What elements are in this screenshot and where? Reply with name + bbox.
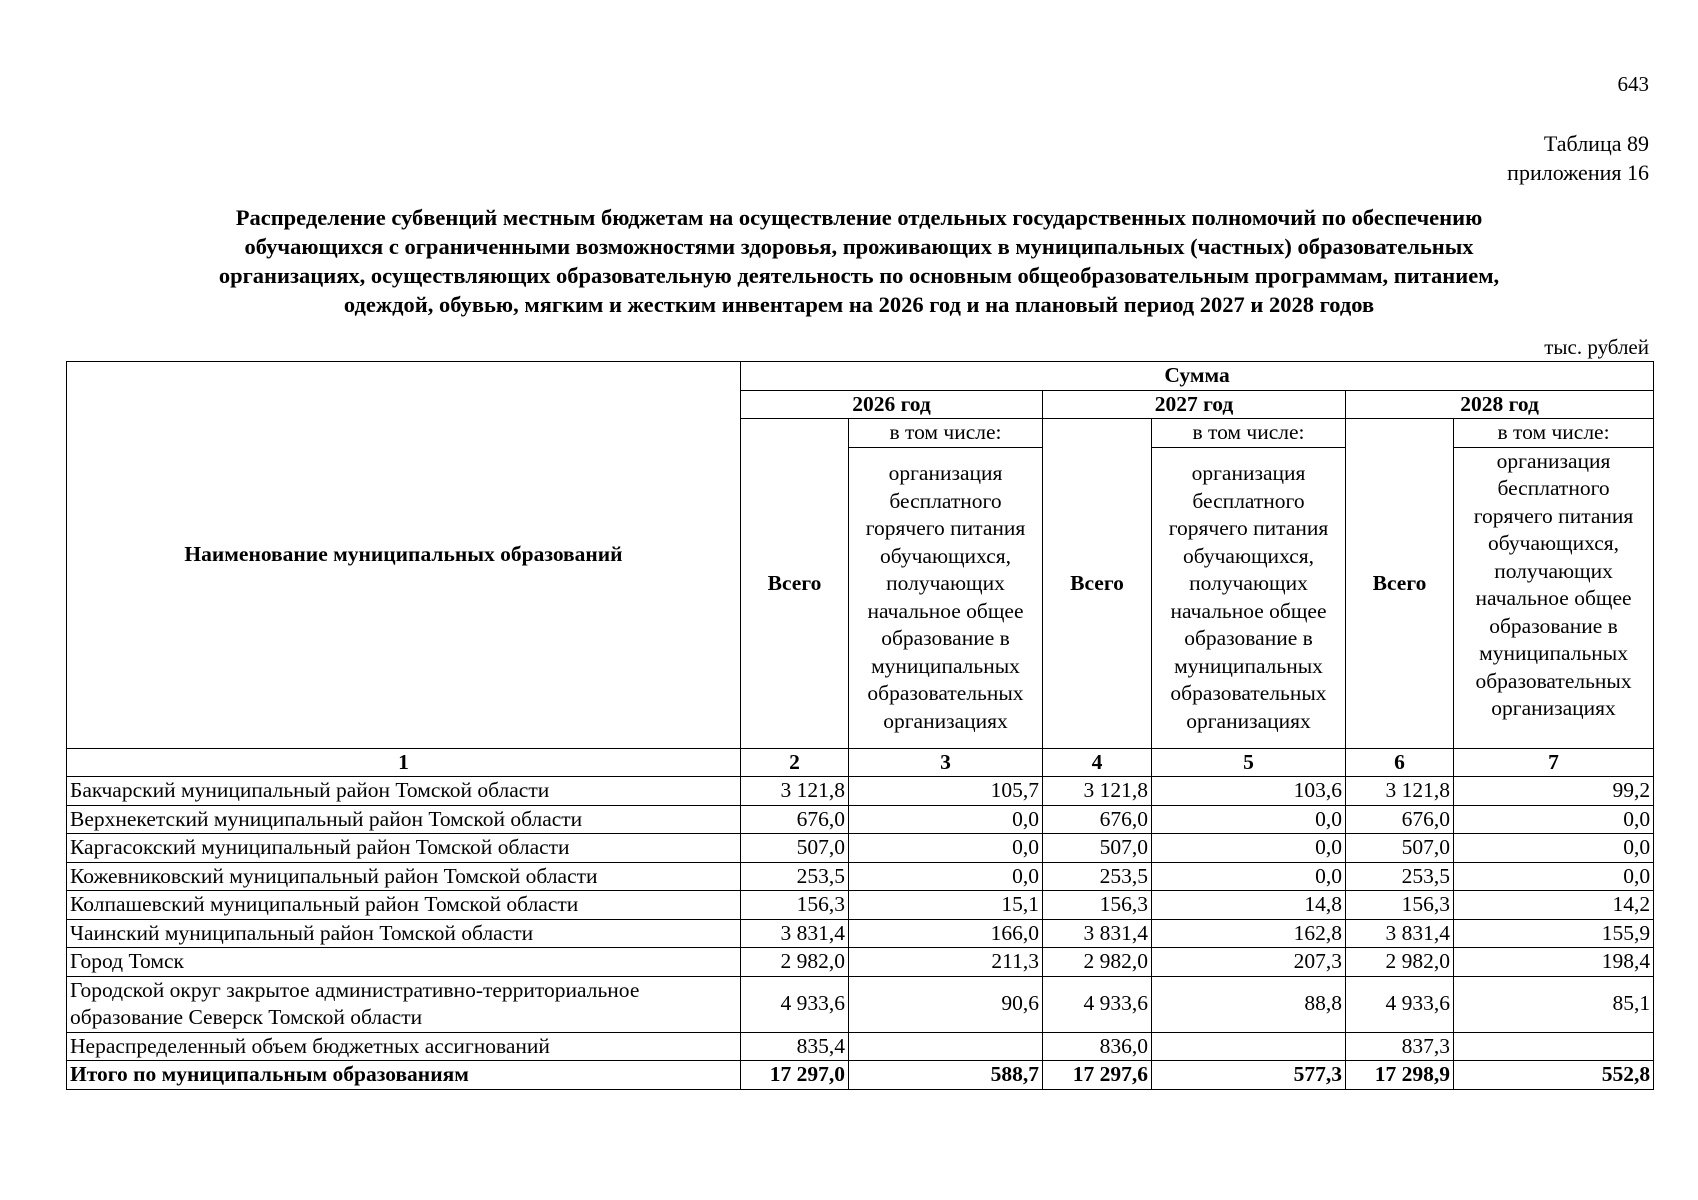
value-cell: 2 982,0 xyxy=(1043,948,1152,977)
header-sum: Сумма xyxy=(741,362,1654,391)
value-cell xyxy=(1454,1032,1654,1061)
value-cell: 0,0 xyxy=(849,862,1043,891)
value-cell: 253,5 xyxy=(741,862,849,891)
table-row xyxy=(67,805,1654,834)
value-cell: 3 831,4 xyxy=(1346,919,1454,948)
page-number: 643 xyxy=(1617,72,1649,96)
table-reference xyxy=(1507,129,1649,187)
total-value-cell: 17 298,9 xyxy=(1346,1061,1454,1090)
total-row xyxy=(67,1061,1654,1090)
value-cell: 3 121,8 xyxy=(1346,777,1454,806)
value-cell: 2 982,0 xyxy=(741,948,849,977)
value-cell: 0,0 xyxy=(1454,862,1654,891)
table-row xyxy=(67,1032,1654,1061)
column-number: 5 xyxy=(1152,748,1346,777)
value-cell: 162,8 xyxy=(1152,919,1346,948)
header-meals-description-2026: организация бесплатного горячего питания обучающихся, получающих начальное общее образование в муниципальных образовательных организациях xyxy=(849,447,1043,748)
municipality-name: Колпашевский муниципальный район Томской области xyxy=(67,891,741,920)
value-cell: 507,0 xyxy=(741,834,849,863)
value-cell: 676,0 xyxy=(1346,805,1454,834)
value-cell: 3 121,8 xyxy=(1043,777,1152,806)
value-cell: 207,3 xyxy=(1152,948,1346,977)
municipality-name: Каргасокский муниципальный район Томской области xyxy=(67,834,741,863)
value-cell: 156,3 xyxy=(741,891,849,920)
header-including-2027: в том числе: xyxy=(1152,419,1346,448)
value-cell: 507,0 xyxy=(1346,834,1454,863)
header-including-2028: в том числе: xyxy=(1454,419,1654,448)
column-number: 6 xyxy=(1346,748,1454,777)
table-row xyxy=(67,976,1654,1032)
value-cell: 253,5 xyxy=(1043,862,1152,891)
value-cell: 2 982,0 xyxy=(1346,948,1454,977)
value-cell: 0,0 xyxy=(849,834,1043,863)
table-row xyxy=(67,891,1654,920)
table-row xyxy=(67,834,1654,863)
value-cell: 156,3 xyxy=(1346,891,1454,920)
total-row-label: Итого по муниципальным образованиям xyxy=(67,1061,741,1090)
document-title xyxy=(66,203,1652,319)
total-value-cell: 577,3 xyxy=(1152,1061,1346,1090)
value-cell: 90,6 xyxy=(849,976,1043,1032)
table-row xyxy=(67,948,1654,977)
subventions-table xyxy=(66,361,1654,1090)
header-municipality-name: Наименование муниципальных образований xyxy=(67,362,741,749)
header-year-2027: 2027 год xyxy=(1043,390,1346,419)
value-cell: 4 933,6 xyxy=(1043,976,1152,1032)
value-cell: 253,5 xyxy=(1346,862,1454,891)
value-cell: 676,0 xyxy=(741,805,849,834)
value-cell: 0,0 xyxy=(1152,805,1346,834)
units-label: тыс. рублей xyxy=(1544,335,1649,359)
municipality-name: Город Томск xyxy=(67,948,741,977)
value-cell: 88,8 xyxy=(1152,976,1346,1032)
header-meals-description-2028: организация бесплатного горячего питания обучающихся, получающих начальное общее образование в муниципальных образовательных организациях xyxy=(1454,447,1654,748)
value-cell: 85,1 xyxy=(1454,976,1654,1032)
value-cell: 156,3 xyxy=(1043,891,1152,920)
value-cell: 676,0 xyxy=(1043,805,1152,834)
table-row xyxy=(67,862,1654,891)
column-number: 3 xyxy=(849,748,1043,777)
value-cell: 835,4 xyxy=(741,1032,849,1061)
municipality-name: Городской округ закрытое административно-территориальное образование Северск Томской области xyxy=(67,976,741,1032)
header-total-2028: Всего xyxy=(1346,419,1454,749)
column-number: 1 xyxy=(67,748,741,777)
header-year-2026: 2026 год xyxy=(741,390,1043,419)
total-value-cell: 588,7 xyxy=(849,1061,1043,1090)
document-title-line-3: организациях, осуществляющих образовательную деятельность по основным общеобразовательным программам, питанием, xyxy=(218,263,1500,288)
header-row-column-numbers xyxy=(67,748,1654,777)
value-cell: 15,1 xyxy=(849,891,1043,920)
value-cell: 105,7 xyxy=(849,777,1043,806)
table-reference-line-2: приложения 16 xyxy=(1507,160,1649,185)
value-cell: 4 933,6 xyxy=(741,976,849,1032)
column-number: 7 xyxy=(1454,748,1654,777)
table-row xyxy=(67,919,1654,948)
value-cell xyxy=(849,1032,1043,1061)
value-cell: 0,0 xyxy=(849,805,1043,834)
value-cell: 3 831,4 xyxy=(1043,919,1152,948)
header-total-2026: Всего xyxy=(741,419,849,749)
value-cell: 3 831,4 xyxy=(741,919,849,948)
header-including-2026: в том числе: xyxy=(849,419,1043,448)
document-title-line-4: одеждой, обувью, мягким и жестким инвентарем на 2026 год и на плановый период 2027 и 2028 годов xyxy=(343,292,1375,317)
document-title-line-1: Распределение субвенций местным бюджетам на осуществление отдельных государственных полномочий по обеспечению xyxy=(235,205,1483,230)
municipality-name: Нераспределенный объем бюджетных ассигнований xyxy=(67,1032,741,1061)
document-title-line-2: обучающихся с ограниченными возможностями здоровья, проживающих в муниципальных (частных) образовательных xyxy=(244,234,1474,259)
municipality-name: Верхнекетский муниципальный район Томской области xyxy=(67,805,741,834)
column-number: 2 xyxy=(741,748,849,777)
municipality-name: Чаинский муниципальный район Томской области xyxy=(67,919,741,948)
value-cell: 507,0 xyxy=(1043,834,1152,863)
value-cell: 166,0 xyxy=(849,919,1043,948)
value-cell: 0,0 xyxy=(1152,834,1346,863)
value-cell: 99,2 xyxy=(1454,777,1654,806)
value-cell: 198,4 xyxy=(1454,948,1654,977)
value-cell: 4 933,6 xyxy=(1346,976,1454,1032)
header-year-2028: 2028 год xyxy=(1346,390,1654,419)
header-row-sum xyxy=(67,362,1654,391)
column-number: 4 xyxy=(1043,748,1152,777)
value-cell: 3 121,8 xyxy=(741,777,849,806)
value-cell: 211,3 xyxy=(849,948,1043,977)
value-cell: 836,0 xyxy=(1043,1032,1152,1061)
table-reference-line-1: Таблица 89 xyxy=(1543,131,1649,156)
value-cell: 837,3 xyxy=(1346,1032,1454,1061)
value-cell: 103,6 xyxy=(1152,777,1346,806)
value-cell: 14,8 xyxy=(1152,891,1346,920)
value-cell: 155,9 xyxy=(1454,919,1654,948)
value-cell: 0,0 xyxy=(1152,862,1346,891)
total-value-cell: 17 297,6 xyxy=(1043,1061,1152,1090)
municipality-name: Кожевниковский муниципальный район Томской области xyxy=(67,862,741,891)
value-cell: 0,0 xyxy=(1454,834,1654,863)
header-total-2027: Всего xyxy=(1043,419,1152,749)
municipality-name: Бакчарский муниципальный район Томской области xyxy=(67,777,741,806)
total-value-cell: 552,8 xyxy=(1454,1061,1654,1090)
table-row xyxy=(67,777,1654,806)
value-cell xyxy=(1152,1032,1346,1061)
header-meals-description-2027: организация бесплатного горячего питания обучающихся, получающих начальное общее образование в муниципальных образовательных организациях xyxy=(1152,447,1346,748)
value-cell: 0,0 xyxy=(1454,805,1654,834)
total-value-cell: 17 297,0 xyxy=(741,1061,849,1090)
value-cell: 14,2 xyxy=(1454,891,1654,920)
